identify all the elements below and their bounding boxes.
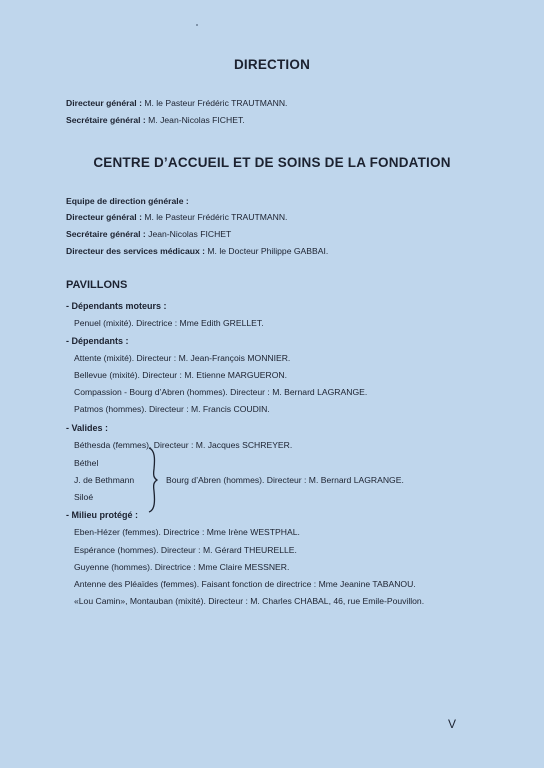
centre-row: Directeur général : M. le Pasteur Frédéric TRAUTMANN.: [66, 212, 288, 222]
pavillon-group-item: J. de Bethmann: [74, 475, 135, 485]
pavillon-item: Patmos (hommes). Directeur : M. Francis COUDIN.: [74, 404, 270, 414]
pavillon-item: Attente (mixité). Directeur : M. Jean-François MONNIER.: [74, 353, 291, 363]
pavillon-item: Compassion - Bourg d’Abren (hommes). Directeur : M. Bernard LAGRANGE.: [74, 387, 368, 397]
pavillon-item: Bellevue (mixité). Directeur : M. Etienne MARGUERON.: [74, 370, 287, 380]
pavillon-item: Guyenne (hommes). Directrice : Mme Claire MESSNER.: [74, 562, 290, 572]
pavillon-item: Béthesda (femmes). Directeur : M. Jacques SCHREYER.: [74, 440, 293, 450]
direction-row: Secrétaire général : M. Jean-Nicolas FICHET.: [66, 115, 245, 125]
pavillon-group-desc: Bourg d’Abren (hommes). Directeur : M. Bernard LAGRANGE.: [166, 475, 404, 485]
pavillon-item: Antenne des Pléaïdes (femmes). Faisant fonction de directrice : Mme Jeanine TABANOU.: [74, 579, 416, 589]
direction-row: Directeur général : M. le Pasteur Frédéric TRAUTMANN.: [66, 98, 288, 108]
dependants-moteurs-label: - Dépendants moteurs :: [66, 301, 167, 311]
pavillon-group-item: Béthel: [74, 458, 99, 468]
pavillon-item: Penuel (mixité). Directrice : Mme Edith GRELLET.: [74, 318, 264, 328]
dependants-label: - Dépendants :: [66, 336, 129, 346]
milieu-protege-label: - Milieu protégé :: [66, 510, 138, 520]
pavillon-item: Eben-Hézer (femmes). Directrice : Mme Irène WESTPHAL.: [74, 527, 300, 537]
curly-brace-icon: [146, 447, 160, 513]
pavillon-item: Espérance (hommes). Directeur : M. Gérard THEURELLE.: [74, 545, 297, 555]
centre-heading: CENTRE D’ACCUEIL ET DE SOINS DE LA FONDATION: [93, 155, 451, 170]
pavillon-group-item: Siloé: [74, 492, 94, 502]
pavillons-heading: PAVILLONS: [66, 279, 128, 291]
equipe-label: Equipe de direction générale :: [66, 196, 189, 206]
speck: [196, 24, 198, 26]
valides-label: - Valides :: [66, 423, 109, 433]
direction-heading: DIRECTION: [233, 57, 311, 72]
pavillon-item: «Lou Camin», Montauban (mixité). Directeur : M. Charles CHABAL, 46, rue Emile-Pouvillon.: [74, 596, 425, 606]
page-number: V: [448, 717, 457, 731]
centre-row: Directeur des services médicaux : M. le Docteur Philippe GABBAI.: [66, 246, 329, 256]
centre-row: Secrétaire général : Jean-Nicolas FICHET: [66, 229, 232, 239]
